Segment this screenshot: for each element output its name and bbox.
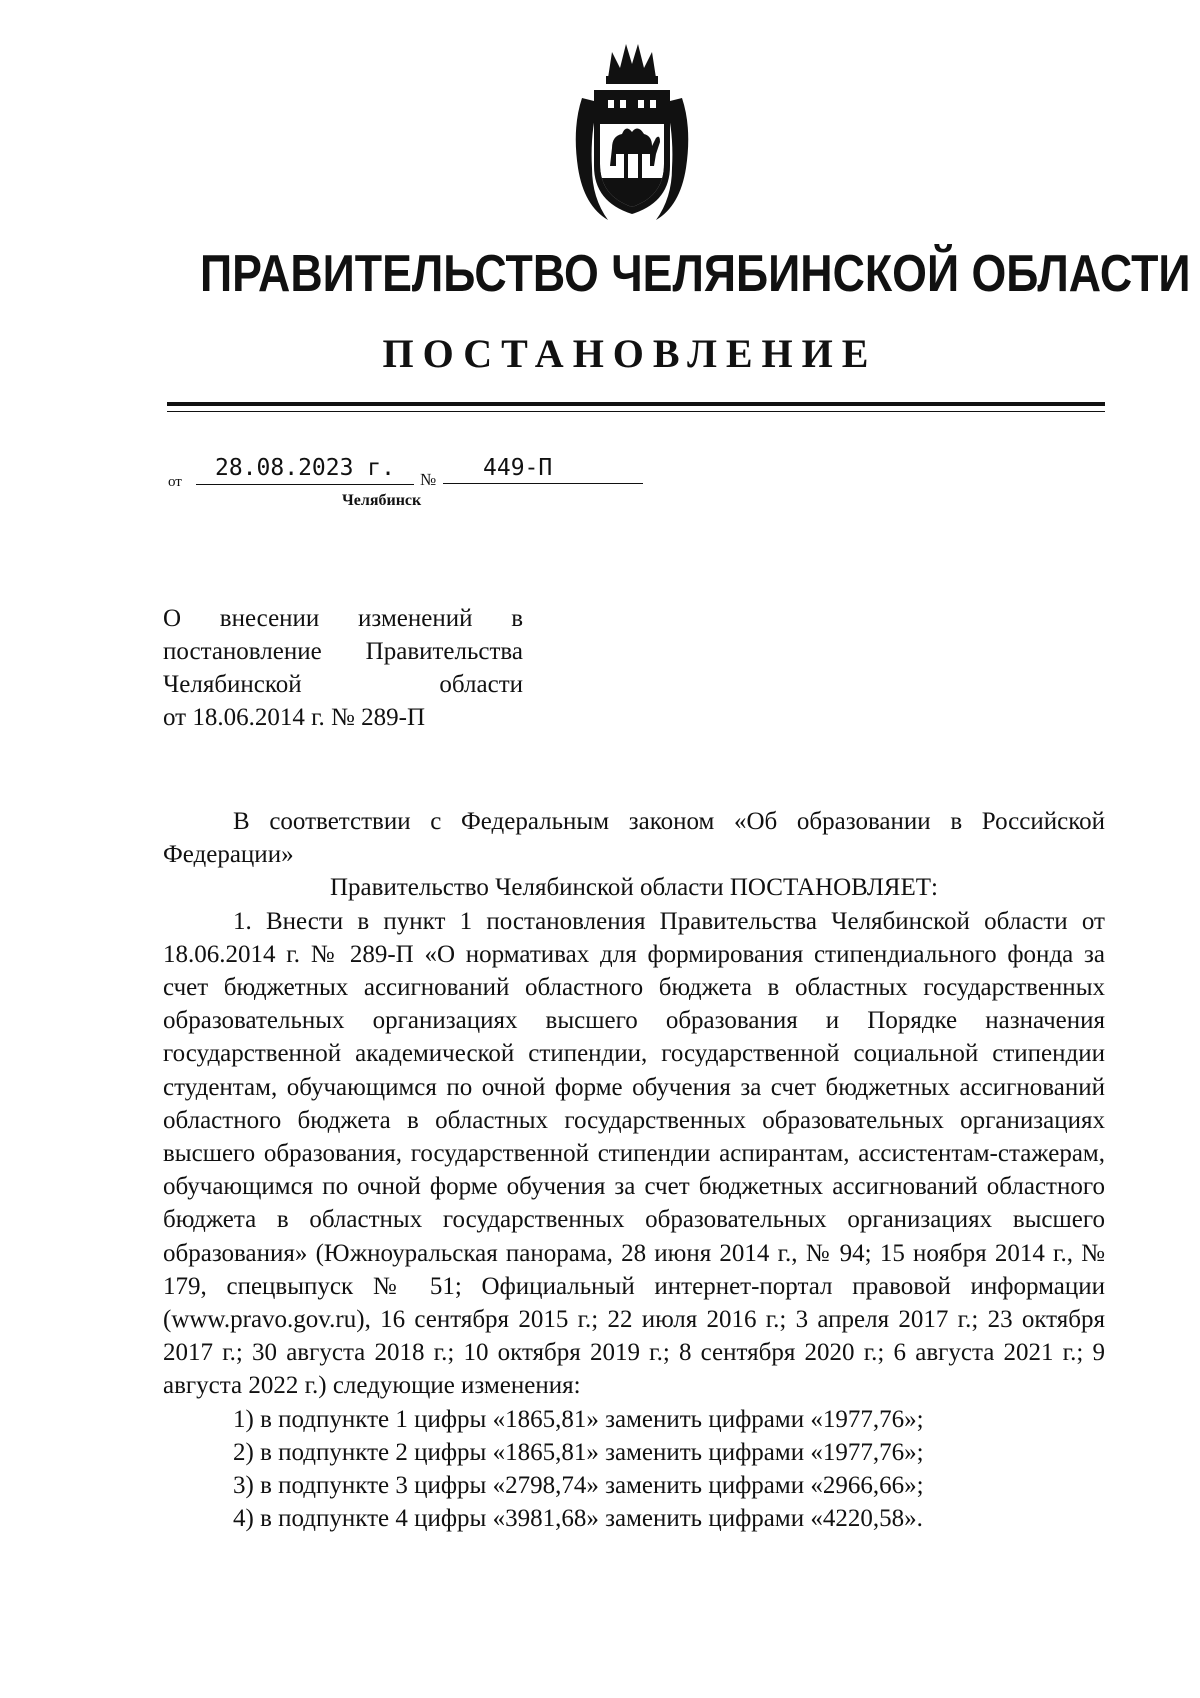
coat-of-arms-emblem — [568, 38, 696, 226]
header-rule-thin — [167, 411, 1105, 412]
city: Челябинск — [342, 492, 422, 509]
list-item: 4) в подпункте 4 цифры «3981,68» заменить цифрами «4220,58». — [233, 1505, 923, 1533]
organization-title: ПРАВИТЕЛЬСТВО ЧЕЛЯБИНСКОЙ ОБЛАСТИ — [200, 245, 1191, 303]
list-item: 2) в подпункте 2 цифры «1865,81» заменить цифрами «1977,76»; — [233, 1438, 924, 1466]
document-number: 449-П — [443, 452, 643, 484]
document-date: 28.08.2023 г. — [196, 452, 414, 485]
subject-line: от 18.06.2014 г. № 289-П — [163, 704, 426, 731]
subject-line: О внесении изменений в — [163, 605, 523, 632]
number-sign: № — [420, 470, 437, 489]
subject-line: постановление Правительства — [163, 638, 523, 665]
document-body — [163, 805, 1105, 1535]
header-rule-thick — [167, 402, 1105, 406]
clause-1: 1. Внести в пункт 1 постановления Правительства Челябинской области от 18.06.2014 г. № 289-П «О нормативах для формирования стипендиального фонда за счет бюджетных ассигнований областного бюджета в областных государственных образовательных организациях высшего образования и Порядке назначения государственной академической стипендии, государственной социальной стипендии студентам, обучающимся по очной форме обучения за счет бюджетных ассигнований областного бюджета в областных государственных образовательных организациях высшего образования, государственной стипендии аспирантам, ассистентам-стажерам, обучающимся по очной форме обучения за счет бюджетных ассигнований областного бюджета в областных государственных образовательных организациях высшего образования» (Южноуральская панорама, 28 июня 2014 г., № 94; 15 ноября 2014 г., № 179, спецвыпуск № 51; Официальный интернет-портал правовой информации (www.pravo.gov.ru), 16 сентября 2015 г.; 22 июля 2016 г.; 3 апреля 2017 г.; 23 октября 2017 г.; 30 августа 2018 г.; 10 октября 2019 г.; 8 сентября 2020 г.; 6 августа 2021 г.; 9 августа 2022 г.) следующие изменения: — [163, 907, 1105, 1400]
document-subject — [163, 602, 523, 734]
date-prefix: от — [168, 474, 182, 490]
list-item: 1) в подпункте 1 цифры «1865,81» заменить цифрами «1977,76»; — [233, 1405, 924, 1433]
list-item: 3) в подпункте 3 цифры «2798,74» заменить цифрами «2966,66»; — [233, 1472, 924, 1500]
document-type: ПОСТАНОВЛЕНИЕ — [382, 331, 878, 376]
requisites-line — [168, 452, 648, 492]
subject-line: Челябинской области — [163, 671, 523, 698]
preamble: В соответствии с Федеральным законом «Об образовании в Российской Федерации» — [163, 808, 1105, 869]
resolution-statement: Правительство Челябинской области ПОСТАНОВЛЯЕТ: — [330, 874, 938, 902]
